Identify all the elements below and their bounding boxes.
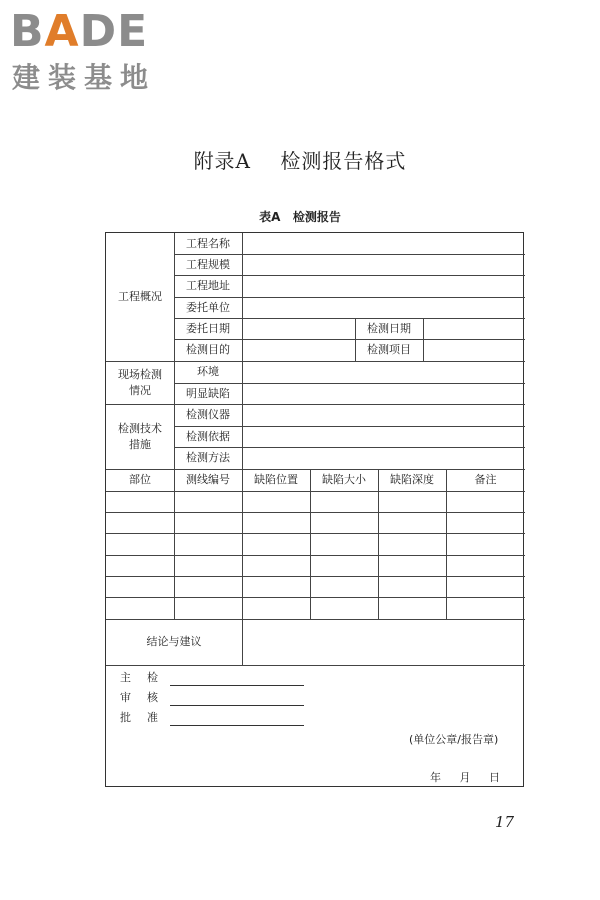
logo [10, 6, 180, 96]
divider [242, 233, 243, 469]
column-header: 部位 [129, 473, 151, 486]
signature-line [170, 725, 304, 726]
signature-line [170, 705, 304, 706]
page-number: 17 [495, 813, 515, 831]
column-header: 备注 [474, 473, 497, 486]
divider [106, 576, 525, 577]
logo-wordmark: BADE [10, 6, 149, 57]
signature-line [170, 685, 304, 686]
divider [106, 555, 525, 556]
label-project-name: 工程名称 [186, 236, 230, 250]
stamp-note: (单位公章/报告章) [409, 733, 499, 746]
date-line: 年 月 日 [430, 771, 502, 784]
label-test-date: 检测日期 [367, 321, 411, 335]
divider [106, 533, 525, 534]
column-header: 缺陷深度 [390, 473, 434, 486]
divider [106, 491, 525, 492]
divider [106, 665, 525, 666]
column-header: 缺陷大小 [322, 473, 366, 486]
column-header: 缺陷位置 [254, 473, 298, 486]
label-environment: 环境 [197, 365, 219, 378]
section-overview: 工程概况 [118, 290, 162, 303]
label-basis: 检测依据 [186, 429, 230, 443]
label-client: 委托单位 [186, 300, 230, 314]
label-visible-defects: 明显缺陷 [186, 386, 230, 400]
label-chief-inspector: 主检 [120, 671, 174, 684]
label-project-address: 工程地址 [186, 279, 230, 292]
label-project-scale: 工程规模 [186, 257, 230, 271]
section-tech: 检测技术 措施 [118, 421, 162, 451]
column-header: 测线编号 [186, 473, 230, 486]
section-site: 现场检测 情况 [118, 367, 162, 397]
report-table [105, 232, 524, 787]
divider [106, 597, 525, 598]
label-test-items: 检测项目 [367, 343, 411, 356]
appendix-title: 附录A 检测报告格式 [193, 149, 407, 173]
divider [242, 619, 243, 665]
label-test-purpose: 检测目的 [186, 343, 230, 356]
logo-subtitle: 建装基地 [12, 61, 157, 94]
label-commission-date: 委托日期 [186, 321, 230, 335]
divider [106, 512, 525, 513]
label-reviewer: 审核 [120, 691, 174, 704]
label-instruments: 检测仪器 [186, 408, 230, 421]
label-method: 检测方法 [186, 451, 230, 464]
label-approver: 批准 [120, 711, 174, 724]
label-conclusion: 结论与建议 [146, 635, 202, 648]
table-caption: 表A 检测报告 [259, 210, 341, 224]
